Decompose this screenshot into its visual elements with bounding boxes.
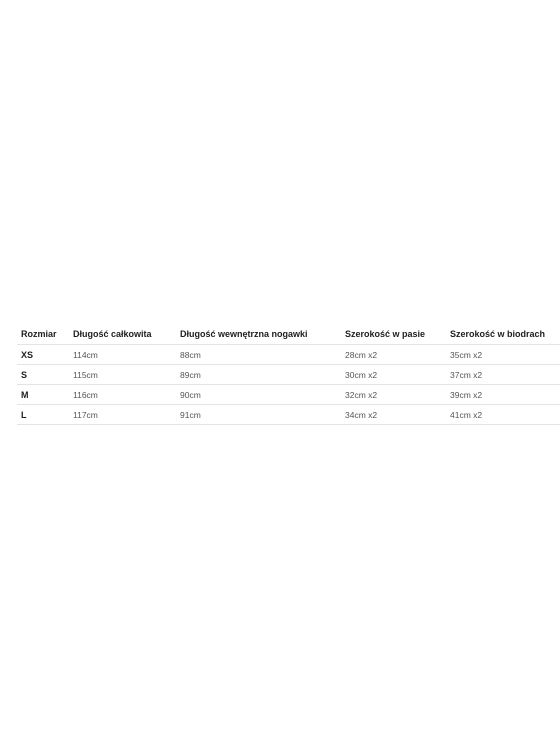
size-chart-table	[17, 324, 560, 425]
header-hip-width: Szerokość w biodrach	[446, 324, 560, 345]
table-header-row	[17, 324, 560, 345]
size-cell: XS	[17, 345, 69, 365]
table-row	[17, 365, 560, 385]
inseam-length-cell: 88cm	[176, 345, 341, 365]
waist-width-cell: 34cm x2	[341, 405, 446, 425]
inseam-length-cell: 91cm	[176, 405, 341, 425]
header-inseam-length: Długość wewnętrzna nogawki	[176, 324, 341, 345]
inseam-length-cell: 89cm	[176, 365, 341, 385]
waist-width-cell: 28cm x2	[341, 345, 446, 365]
hip-width-cell: 37cm x2	[446, 365, 560, 385]
table-row	[17, 385, 560, 405]
size-cell: L	[17, 405, 69, 425]
waist-width-cell: 32cm x2	[341, 385, 446, 405]
inseam-length-cell: 90cm	[176, 385, 341, 405]
size-cell: S	[17, 365, 69, 385]
size-cell: M	[17, 385, 69, 405]
total-length-cell: 114cm	[69, 345, 176, 365]
header-size: Rozmiar	[17, 324, 69, 345]
hip-width-cell: 41cm x2	[446, 405, 560, 425]
header-waist-width: Szerokość w pasie	[341, 324, 446, 345]
table-row	[17, 405, 560, 425]
hip-width-cell: 35cm x2	[446, 345, 560, 365]
total-length-cell: 115cm	[69, 365, 176, 385]
header-total-length: Długość całkowita	[69, 324, 176, 345]
table-row	[17, 345, 560, 365]
total-length-cell: 116cm	[69, 385, 176, 405]
waist-width-cell: 30cm x2	[341, 365, 446, 385]
total-length-cell: 117cm	[69, 405, 176, 425]
hip-width-cell: 39cm x2	[446, 385, 560, 405]
